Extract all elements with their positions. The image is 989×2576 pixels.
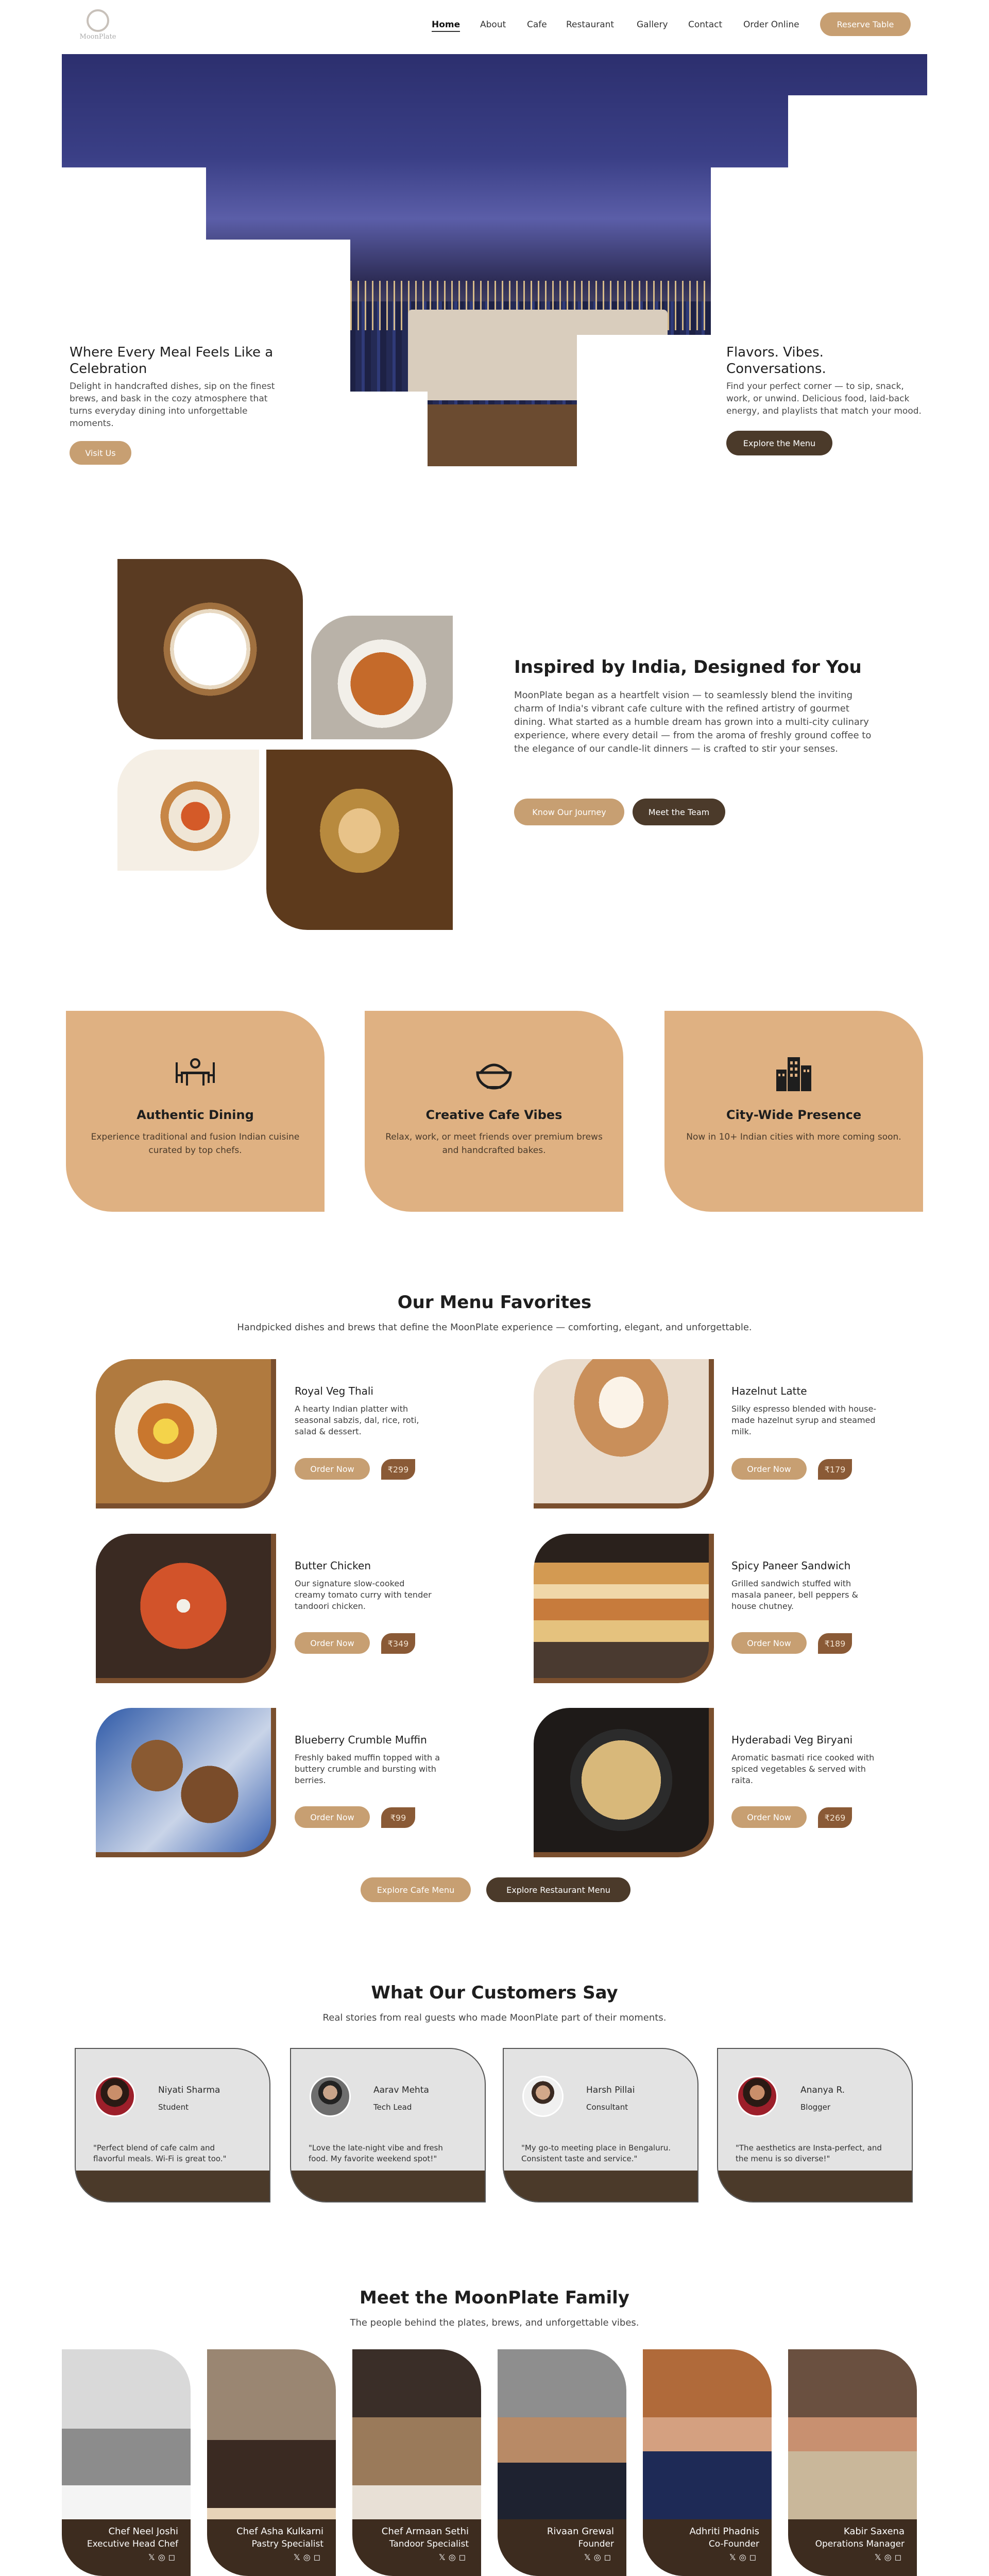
explore-restaurant-menu-button[interactable]: Explore Restaurant Menu	[486, 1877, 630, 1902]
instagram-icon[interactable]: ◻	[313, 2552, 323, 2562]
about-content	[514, 657, 875, 756]
price-tag: ₹99	[381, 1807, 415, 1828]
menu-item-blueberry-muffin	[295, 1734, 449, 1786]
reviewer-name: Harsh Pillai	[586, 2085, 635, 2095]
feature-text: Relax, work, or meet friends over premium brews and handcrafted bakes.	[385, 1132, 603, 1156]
pinterest-icon[interactable]: ◎	[303, 2552, 314, 2562]
feature-title: Creative Cafe Vibes	[425, 1108, 562, 1122]
order-now-button[interactable]: Order Now	[731, 1632, 807, 1654]
price-tag: ₹179	[818, 1459, 852, 1480]
logo-wordmark: MoonPlate	[79, 33, 116, 41]
nav-order-online[interactable]: Order Online	[743, 20, 799, 30]
menu-section-title: Our Menu Favorites	[397, 1292, 592, 1313]
team-card	[352, 2349, 481, 2576]
reviewer-avatar	[737, 2076, 778, 2117]
menu-section-subtitle: Handpicked dishes and brews that define the MoonPlate experience — comforting, elegant, and unforgettable.	[237, 1322, 752, 1333]
reviews-title: What Our Customers Say	[371, 1982, 618, 2003]
feature-title: City-Wide Presence	[726, 1108, 862, 1122]
feature-text: Now in 10+ Indian cities with more coming soon.	[686, 1132, 901, 1142]
social-icons	[352, 2552, 469, 2562]
reviewer-name: Niyati Sharma	[158, 2085, 220, 2095]
review-quote: "The aesthetics are Insta-perfect, and the menu is so diverse!"	[736, 2143, 882, 2163]
dining-table-icon	[175, 1052, 216, 1093]
menu-item-desc: A hearty Indian platter with seasonal sabzis, dal, rice, roti, salad & dessert.	[295, 1404, 419, 1436]
reviews-subtitle: Real stories from real guests who made MoonPlate part of their moments.	[322, 2012, 667, 2023]
menu-item-name: Royal Veg Thali	[295, 1385, 373, 1397]
social-icons	[207, 2552, 323, 2562]
food-bowl-icon	[473, 1052, 515, 1093]
team-member-name: Rivaan Grewal	[547, 2526, 614, 2537]
team-member-role: Pastry Specialist	[251, 2539, 323, 2549]
reviewer-name: Ananya R.	[800, 2085, 845, 2095]
blueberry-muffin-image	[96, 1708, 276, 1857]
hero-right-text	[726, 344, 922, 417]
butter-chicken-image	[96, 1534, 276, 1683]
order-now-button[interactable]: Order Now	[731, 1458, 807, 1480]
menu-item-name: Butter Chicken	[295, 1560, 371, 1572]
thali-image	[117, 750, 259, 871]
social-icons	[62, 2552, 178, 2562]
latte-art-image	[117, 559, 303, 739]
hero-left-desc: Delight in handcrafted dishes, sip on the finest brews, and bask in the cozy atmosphere that turns everyday dining into unforgettable moments.	[70, 381, 275, 429]
hero-left-title: Where Every Meal Feels Like a Celebration	[70, 345, 274, 377]
menu-item-spicy-paneer-sandwich	[731, 1560, 881, 1612]
menu-item-desc: Our signature slow-cooked creamy tomato curry with tender tandoori chicken.	[295, 1579, 432, 1611]
hero-right-title: Flavors. Vibes. Conversations.	[726, 345, 826, 377]
menu-item-name: Hazelnut Latte	[731, 1385, 807, 1397]
menu-item-butter-chicken	[295, 1560, 434, 1612]
menu-item-veg-biryani	[731, 1734, 881, 1786]
social-icons	[498, 2552, 614, 2562]
feature-title: Authentic Dining	[137, 1108, 254, 1122]
menu-item-hazelnut-latte	[731, 1385, 881, 1437]
team-member-role: Co-Founder	[708, 2539, 759, 2549]
hazelnut-latte-image	[534, 1359, 714, 1509]
lounge-sofa	[408, 310, 668, 400]
review-card	[717, 2048, 913, 2202]
explore-menu-button[interactable]: Explore the Menu	[726, 431, 832, 455]
city-buildings-icon	[773, 1052, 814, 1093]
reviewer-name: Aarav Mehta	[373, 2085, 429, 2095]
price-tag: ₹349	[381, 1633, 415, 1654]
feature-card-authentic-dining	[66, 1011, 325, 1212]
pinterest-icon[interactable]: ◎	[739, 2552, 749, 2562]
nav-contact[interactable]: Contact	[688, 20, 723, 30]
feature-card-creative-cafe	[365, 1011, 623, 1212]
social-icons	[643, 2552, 759, 2562]
review-card	[290, 2048, 486, 2202]
order-now-button[interactable]: Order Now	[295, 1458, 370, 1480]
menu-item-desc: Freshly baked muffin topped with a buttery crumble and bursting with berries.	[295, 1753, 440, 1785]
nav-restaurant[interactable]: Restaurant	[566, 20, 615, 30]
reviewer-role: Consultant	[586, 2103, 628, 2112]
price-tag: ₹269	[818, 1807, 852, 1828]
nav-about[interactable]: About	[480, 20, 506, 30]
team-member-role: Tandoor Specialist	[389, 2539, 469, 2549]
team-member-role: Operations Manager	[815, 2539, 905, 2549]
team-member-name: Chef Neel Joshi	[108, 2526, 178, 2537]
reviewer-role: Tech Lead	[373, 2103, 412, 2112]
team-member-role: Founder	[578, 2539, 614, 2549]
instagram-icon[interactable]: ◻	[168, 2552, 178, 2562]
moon-logo-icon	[87, 9, 109, 32]
royal-veg-thali-image	[96, 1359, 276, 1509]
team-member-name: Chef Asha Kulkarni	[236, 2526, 323, 2537]
reviewer-avatar	[94, 2076, 135, 2117]
team-member-name: Chef Armaan Sethi	[381, 2526, 469, 2537]
curry-bowl-image	[311, 616, 453, 739]
team-title: Meet the MoonPlate Family	[360, 2287, 629, 2308]
about-title: Inspired by India, Designed for You	[514, 657, 862, 677]
about-text: MoonPlate began as a heartfelt vision — to seamlessly blend the inviting charm of India's vibrant cafe culture with the refined artistry of gourmet dining. What started as a humble dream has grown into a multi-city culinary experience, where every detail — from the aroma of freshly ground coffee to the elegance of our candle-lit dinners — is crafted to stir your senses.	[514, 690, 872, 754]
team-member-name: Kabir Saxena	[843, 2526, 905, 2537]
menu-item-name: Blueberry Crumble Muffin	[295, 1734, 427, 1746]
pinterest-icon[interactable]: ◎	[593, 2552, 604, 2562]
twitter-icon[interactable]: 𝕏	[874, 2552, 884, 2562]
menu-item-name: Spicy Paneer Sandwich	[731, 1560, 851, 1572]
menu-item-desc: Aromatic basmati rice cooked with spiced vegetables & served with raita.	[731, 1753, 875, 1785]
explore-cafe-menu-button[interactable]: Explore Cafe Menu	[361, 1877, 471, 1902]
twitter-icon[interactable]: 𝕏	[584, 2552, 594, 2562]
reviewer-role: Blogger	[800, 2103, 831, 2112]
site-logo[interactable]	[72, 9, 124, 45]
team-card	[788, 2349, 917, 2576]
meet-the-team-button[interactable]: Meet the Team	[633, 799, 725, 825]
instagram-icon[interactable]: ◻	[749, 2552, 759, 2562]
menu-item-desc: Silky espresso blended with house-made hazelnut syrup and steamed milk.	[731, 1404, 877, 1436]
order-now-button[interactable]: Order Now	[295, 1632, 370, 1654]
spicy-paneer-sandwich-image	[534, 1534, 714, 1683]
review-quote: "Perfect blend of cafe calm and flavorful meals. Wi-Fi is great too."	[93, 2143, 227, 2163]
twitter-icon[interactable]: 𝕏	[293, 2552, 303, 2562]
instagram-icon[interactable]: ◻	[458, 2552, 469, 2562]
filter-coffee-image	[266, 750, 453, 930]
team-subtitle: The people behind the plates, brews, and unforgettable vibes.	[350, 2317, 639, 2328]
know-our-journey-button[interactable]: Know Our Journey	[514, 799, 624, 825]
dining-table	[321, 404, 668, 466]
feature-text: Experience traditional and fusion Indian cuisine curated by top chefs.	[91, 1132, 300, 1156]
order-now-button[interactable]: Order Now	[295, 1806, 370, 1828]
price-tag: ₹189	[818, 1633, 852, 1654]
team-card	[207, 2349, 336, 2576]
reviewer-role: Student	[158, 2103, 189, 2112]
nav-home[interactable]: Home	[432, 20, 460, 32]
reviewer-avatar	[522, 2076, 564, 2117]
reserve-table-button[interactable]: Reserve Table	[820, 12, 911, 36]
menu-item-name: Hyderabadi Veg Biryani	[731, 1734, 853, 1746]
instagram-icon[interactable]: ◻	[604, 2552, 614, 2562]
twitter-icon[interactable]: 𝕏	[729, 2552, 739, 2562]
social-icons	[788, 2552, 905, 2562]
review-card	[503, 2048, 698, 2202]
reviewer-avatar	[310, 2076, 351, 2117]
team-card	[498, 2349, 626, 2576]
review-quote: "Love the late-night vibe and fresh food. My favorite weekend spot!"	[309, 2143, 443, 2163]
team-member-name: Adhriti Phadnis	[689, 2526, 759, 2537]
menu-item-desc: Grilled sandwich stuffed with masala paneer, bell peppers & house chutney.	[731, 1579, 859, 1611]
team-card	[643, 2349, 772, 2576]
team-card	[62, 2349, 191, 2576]
feature-card-city-presence	[664, 1011, 923, 1212]
nav-cafe[interactable]: Cafe	[527, 20, 547, 30]
veg-biryani-image	[534, 1708, 714, 1857]
hero-right-desc: Find your perfect corner — to sip, snack, work, or unwind. Delicious food, laid-back energy, and playlists that match your mood.	[726, 381, 922, 416]
nav-gallery[interactable]: Gallery	[637, 20, 668, 30]
team-member-role: Executive Head Chef	[87, 2539, 178, 2549]
menu-item-royal-veg-thali	[295, 1385, 434, 1437]
pinterest-icon[interactable]: ◎	[158, 2552, 168, 2562]
hero-left-text	[70, 344, 276, 430]
review-quote: "My go-to meeting place in Bengaluru. Consistent taste and service."	[521, 2143, 671, 2163]
site-header	[0, 0, 989, 52]
twitter-icon[interactable]: 𝕏	[148, 2552, 158, 2562]
twitter-icon[interactable]: 𝕏	[438, 2552, 449, 2562]
order-now-button[interactable]: Order Now	[731, 1806, 807, 1828]
review-card	[75, 2048, 270, 2202]
pinterest-icon[interactable]: ◎	[884, 2552, 895, 2562]
instagram-icon[interactable]: ◻	[894, 2552, 905, 2562]
visit-us-button[interactable]: Visit Us	[70, 441, 131, 465]
price-tag: ₹299	[381, 1459, 415, 1480]
pinterest-icon[interactable]: ◎	[448, 2552, 459, 2562]
